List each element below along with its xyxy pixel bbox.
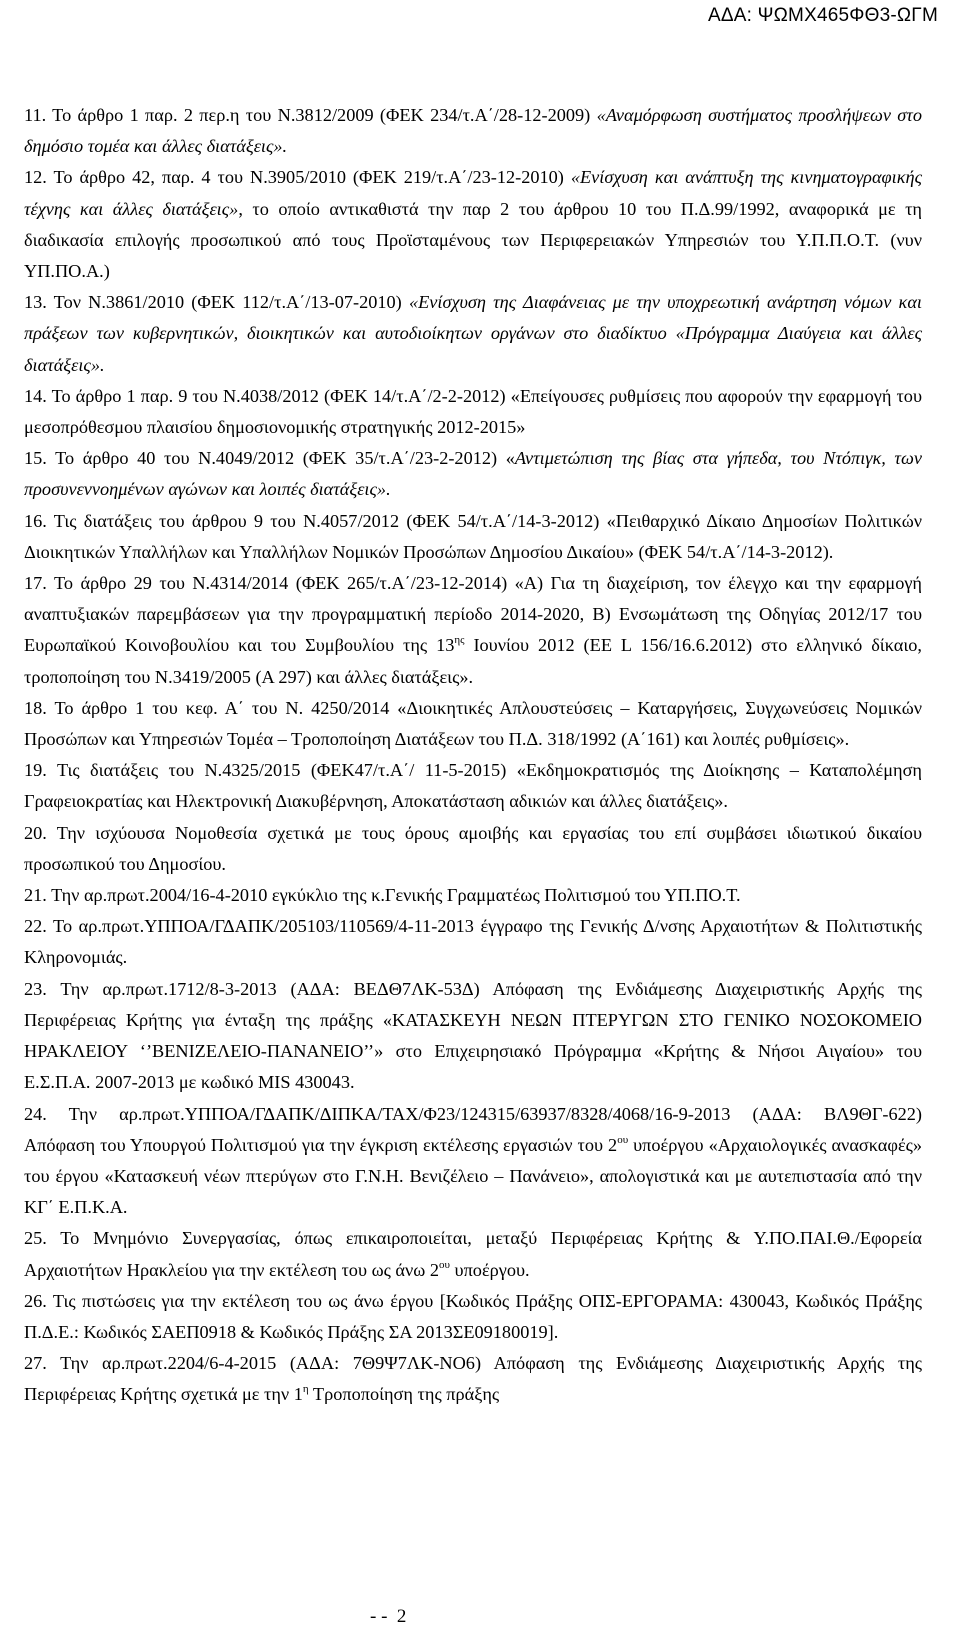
document-body <box>24 100 922 1411</box>
list-item-18: 18. Το άρθρο 1 του κεφ. Α΄ του Ν. 4250/2014 «Διοικητικές Απλουστεύσεις – Καταργήσεις, Συγχωνεύσεις Νομικών Προσώπων και Υπηρεσιών Τομέα – Τροποποίηση Διατάξεων του Π.Δ. 318/1992 (Α΄161) και λοιπές ρυθμίσεις». <box>24 697 922 750</box>
list-item-17: 17. Το άρθρο 29 του Ν.4314/2014 (ΦΕΚ 265/τ.Α΄/23-12-2014) «Α) Για τη διαχείριση, τον έλεγχο και την εφαρμογή αναπτυξιακών παρεμβάσεων για την προγραμματική περίοδο 2014-2020, Β) Ενσωμάτωση της Οδηγίας 2012/17 του Ευρωπαϊκού Κοινοβουλίου και του Συμβουλίου της $13^{\eta\varsigma}$ Ιουνίου 2012 (ΕΕ L 156/16.6.2012) στο ελληνικό δίκαιο, τροποποίηση του Ν.3419/2005 (Α 297) και άλλες διατάξεις». <box>24 573 922 687</box>
list-item-13: 13. Τον Ν.3861/2010 (ΦΕΚ 112/τ.Α΄/13-07-2010) «Ενίσχυση της Διαφάνειας με την υποχρεωτική ανάρτηση νόμων και πράξεων των κυβερνητικών, διοικητικών και αυτοδιοίκητων οργάνων στο διαδίκτυο «Πρόγραμμα Διαύγεια και άλλες διατάξεις». <box>24 292 922 375</box>
list-item-14: 14. Το άρθρο 1 παρ. 9 του Ν.4038/2012 (ΦΕΚ 14/τ.Α΄/2-2-2012) «Επείγουσες ρυθμίσεις που αφορούν την εφαρμογή του μεσοπρόθεσμου πλαισίου δημοσιονομικής στρατηγικής 2012-2015» <box>24 385 922 438</box>
list-item-16: 16. Τις διατάξεις του άρθρου 9 του Ν.4057/2012 (ΦΕΚ 54/τ.Α΄/14-3-2012) «Πειθαρχικό Δίκαιο Δημοσίων Πολιτικών Διοικητικών Υπαλλήλων και Υπαλλήλων Νομικών Προσώπων Δημοσίου Δικαίου» (ΦΕΚ 54/τ.Α΄/14-3-2012). <box>24 510 922 562</box>
list-item-15: 15. Το άρθρο 40 του Ν.4049/2012 (ΦΕΚ 35/τ.Α΄/23-2-2012) «Αντιμετώπιση της βίας στα γήπεδα, του Ντόπιγκ, των προσυνεννοημένων αγώνων και λοιπές διατάξεις». <box>24 448 922 500</box>
list-item-26: 26. Τις πιστώσεις για την εκτέλεση του ως άνω έργου [Κωδικός Πράξης ΟΠΣ-ΕΡΓΟΡΑΜΑ: 430043, Κωδικός Πράξης Π.Δ.Ε.: Κωδικός ΣΑΕΠ0918 & Κωδικός Πράξης ΣΑ 2013ΣΕ09180019]. <box>24 1290 922 1342</box>
list-item-11: 11. Το άρθρο 1 παρ. 2 περ.η του Ν.3812/2009 (ΦΕΚ 234/τ.Α΄/28-12-2009) «Αναμόρφωση συστήματος προσλήψεων στο δημόσιο τομέα και άλλες διατάξεις». <box>24 105 922 157</box>
page-number: - - 2 <box>370 1606 407 1627</box>
list-item-19: 19. Τις διατάξεις του Ν.4325/2015 (ΦΕΚ47/τ.Α΄/ 11-5-2015) «Εκδημοκρατισμός της Διοίκησης – Καταπολέμηση Γραφειοκρατίας και Ηλεκτρονική Διακυβέρνηση, Αποκατάσταση αδικιών και άλλες διατάξεις». <box>24 760 922 812</box>
list-item-20: 20. Την ισχύουσα Νομοθεσία σχετικά με τους όρους αμοιβής και εργασίας του επί συμβάσει ιδιωτικού δικαίου προσωπικού του Δημοσίου. <box>24 822 922 874</box>
list-item-24: 24. Την αρ.πρωτ.ΥΠΠΟΑ/ΓΔΑΠΚ/ΔΙΠΚΑ/ΤΑΧ/Φ23/124315/63937/8328/4068/16-9-2013 (ΑΔΑ: ΒΛ9ΘΓ-622) Απόφαση του Υπουργού Πολιτισμού για την έγκριση εκτέλεσης εργασιών του $2^{o\upsilon}$ υποέργου «Αρχαιολογικές ανασκαφές» του έργου «Κατασκευή νέων πτερύγων στο Γ.Ν.Η. Βενιζέλειο – Πανάνειο», απολογιστικά και με αυτεπιστασία από την ΚΓ΄ Ε.Π.Κ.Α. <box>24 1103 922 1218</box>
list-item-22: 22. Το αρ.πρωτ.ΥΠΠΟΑ/ΓΔΑΠΚ/205103/110569/4-11-2013 έγγραφο της Γενικής Δ/νσης Αρχαιοτήτων & Πολιτιστικής Κληρονομιάς. <box>24 916 922 968</box>
list-item-23: 23. Την αρ.πρωτ.1712/8-3-2013 (ΑΔΑ: ΒΕΔΘ7ΛΚ-53Δ) Απόφαση της Ενδιάμεσης Διαχειριστικής Αρχής της Περιφέρειας Κρήτης για ένταξη της πράξης «ΚΑΤΑΣΚΕΥΗ ΝΕΩΝ ΠΤΕΡΥΓΩΝ ΣΤΟ ΓΕΝΙΚΟ ΝΟΣΟΚΟΜΕΙΟ ΗΡΑΚΛΕΙΟΥ ‘’ΒΕΝΙΖΕΛΕΙΟ-ΠΑΝΑΝΕΙΟ’’» στο Επιχειρησιακό Πρόγραμμα «Κρήτης & Νήσοι Αιγαίου» του Ε.Σ.Π.Α. 2007-2013 με κωδικό MIS 430043. <box>24 978 922 1093</box>
list-item-12: 12. Το άρθρο 42, παρ. 4 του Ν.3905/2010 (ΦΕΚ 219/τ.Α΄/23-12-2010) «Ενίσχυση και ανάπτυξη της κινηματογραφικής τέχνης και άλλες διατάξεις», το οποίο αντικαθιστά την παρ 2 του άρθρου 10 του Π.Δ.99/1992, αναφορικά με τη διαδικασία επιλογής προσωπικού από τους Προϊσταμένους των Περιφερειακών Υπηρεσιών του Υ.Π.Π.Ο.Τ. (νυν ΥΠ.ΠΟ.Α.) <box>24 167 922 282</box>
list-item-27: 27. Την αρ.πρωτ.2204/6-4-2015 (ΑΔΑ: 7Θ9Ψ7ΛΚ-ΝΟ6) Απόφαση της Ενδιάμεσης Διαχειριστικής Αρχής της Περιφέρειας Κρήτης σχετικά με την $1^\eta$ Τροποποίηση της πράξης <box>24 1353 922 1405</box>
list-item-25: 25. Το Μνημόνιο Συνεργασίας, όπως επικαιροποιείται, μεταξύ Περιφέρειας Κρήτης & Υ.ΠΟ.ΠΑΙ.Θ./Εφορεία Αρχαιοτήτων Ηρακλείου για την εκτέλεση του ως άνω $2^{o\upsilon}$ υποέργου. <box>24 1228 922 1280</box>
ada-header: ΑΔΑ: ΨΩΜΧ465ΦΘ3-ΩΓΜ <box>707 5 938 26</box>
list-item-21: 21. Την αρ.πρωτ.2004/16-4-2010 εγκύκλιο της κ.Γενικής Γραμματέως Πολιτισμού του ΥΠ.ΠΟ.Τ. <box>24 885 741 906</box>
